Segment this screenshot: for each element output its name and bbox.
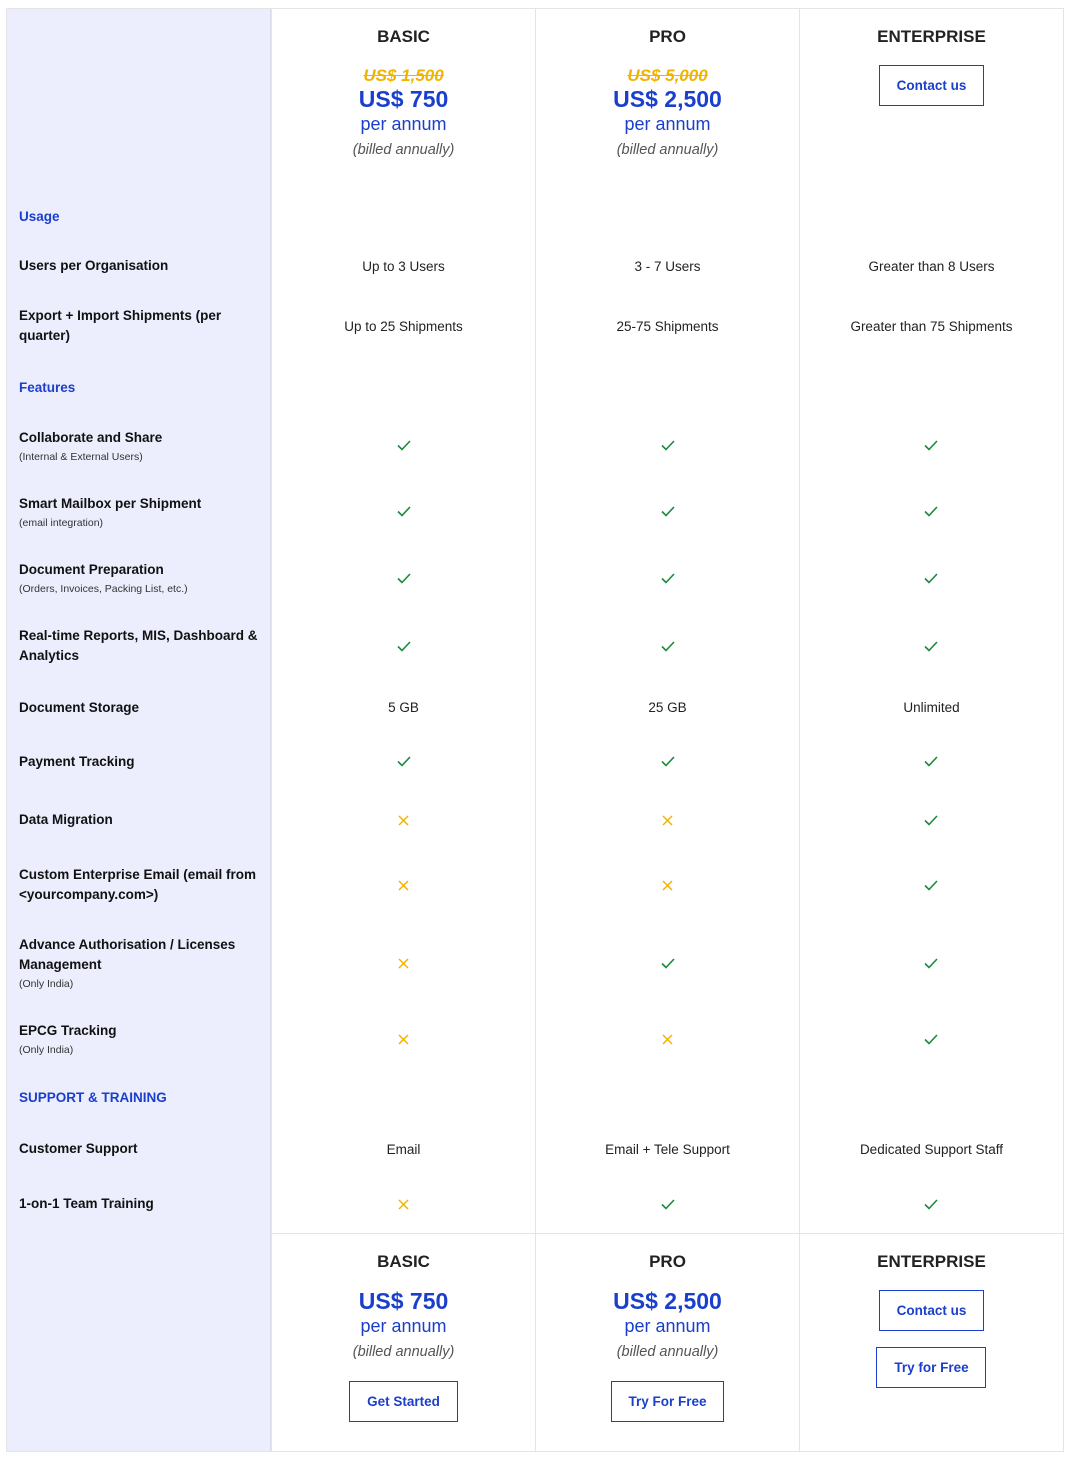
pricing-header-row <box>7 9 1063 191</box>
plan-cell <box>535 191 799 241</box>
row-label-cell <box>7 611 271 681</box>
check-icon <box>397 756 411 767</box>
plan-cell <box>799 413 1063 478</box>
price-period: per annum <box>360 114 447 134</box>
plan-cell <box>271 919 535 1007</box>
cell-value: 5 GB <box>388 700 419 715</box>
check-icon <box>924 1199 938 1210</box>
feature-row <box>7 611 1063 681</box>
row-label-cell <box>7 361 271 413</box>
plan-cell <box>535 478 799 545</box>
plan-name: BASIC <box>377 27 430 46</box>
feature-label: Customer Support <box>19 1141 138 1156</box>
check-icon <box>924 573 938 584</box>
feature-row <box>7 291 1063 361</box>
plan-cell <box>535 611 799 681</box>
plan-cell <box>535 734 799 789</box>
billing-note: (billed annually) <box>352 1344 455 1360</box>
plan-cell <box>271 789 535 851</box>
cell-value: 25 GB <box>648 700 687 715</box>
plan-cell <box>799 1007 1063 1071</box>
plan-name: ENTERPRISE <box>877 27 986 46</box>
row-label-cell <box>7 851 271 919</box>
check-icon <box>924 641 938 652</box>
cell-value: Up to 3 Users <box>362 258 445 274</box>
cell-value: Unlimited <box>903 700 960 715</box>
row-label-cell <box>7 545 271 611</box>
plan-cell <box>271 478 535 545</box>
plan-cell <box>271 545 535 611</box>
section-heading: SUPPORT & TRAINING <box>19 1089 167 1105</box>
row-label-cell <box>7 413 271 478</box>
plan-cell <box>799 241 1063 291</box>
feature-row <box>7 851 1063 919</box>
plan-cell <box>799 919 1063 1007</box>
billing-note: (billed annually) <box>352 142 455 158</box>
plan-name: ENTERPRISE <box>877 1252 986 1271</box>
plan-cell <box>535 789 799 851</box>
cell-value: Dedicated Support Staff <box>859 1141 1004 1157</box>
plan-cell <box>535 919 799 1007</box>
original-price: US$ 5,000 <box>627 66 708 85</box>
row-label-cell <box>7 919 271 1007</box>
plan-cell <box>535 681 799 734</box>
plan-name: PRO <box>649 27 686 46</box>
plan-cell <box>799 1175 1063 1233</box>
plan-cell <box>271 413 535 478</box>
plan-cell <box>271 291 535 361</box>
plan-cell <box>535 1007 799 1071</box>
cross-icon <box>398 1034 409 1045</box>
cell-value: Greater than 8 Users <box>868 258 995 274</box>
feature-label: Data Migration <box>19 812 113 827</box>
feature-label: Custom Enterprise Email (email from <yourcompany.com>) <box>19 867 257 902</box>
check-icon <box>661 440 675 451</box>
billing-note: (billed annually) <box>616 1344 719 1360</box>
row-label-cell <box>7 241 271 291</box>
feature-label: 1-on-1 Team Training <box>19 1196 154 1211</box>
feature-row <box>7 1175 1063 1233</box>
feature-sublabel: (email integration) <box>19 516 104 529</box>
row-label-cell <box>7 191 271 241</box>
section-row <box>7 191 1063 241</box>
check-icon <box>661 958 675 969</box>
row-label-cell <box>7 734 271 789</box>
row-label-cell <box>7 478 271 545</box>
cell-value: 3 - 7 Users <box>634 258 701 274</box>
contact-us-button[interactable]: Contact us <box>879 1290 984 1331</box>
feature-row <box>7 681 1063 734</box>
check-icon <box>924 880 938 891</box>
plan-cell <box>271 1071 535 1123</box>
cross-icon <box>398 1199 409 1210</box>
check-icon <box>397 641 411 652</box>
price-period: per annum <box>624 1316 711 1336</box>
plan-cell <box>271 191 535 241</box>
plan-pro-header <box>535 9 799 191</box>
plan-cell <box>799 478 1063 545</box>
row-label-cell <box>7 1123 271 1175</box>
check-icon <box>661 756 675 767</box>
plan-enterprise-header <box>799 9 1063 191</box>
plan-cell <box>271 681 535 734</box>
cell-value: Email <box>386 1141 421 1157</box>
check-icon <box>924 1034 938 1045</box>
plan-cell <box>535 1071 799 1123</box>
plan-cell <box>799 1071 1063 1123</box>
section-heading: Features <box>19 379 76 395</box>
cross-icon <box>662 815 673 826</box>
feature-sublabel: (Orders, Invoices, Packing List, etc.) <box>19 583 188 595</box>
feature-label: Payment Tracking <box>19 753 135 769</box>
section-row <box>7 361 1063 413</box>
contact-us-button[interactable]: Contact us <box>879 65 984 106</box>
check-icon <box>397 440 411 451</box>
plan-cell <box>535 361 799 413</box>
cross-icon <box>398 815 409 826</box>
check-icon <box>924 506 938 517</box>
check-icon <box>661 1199 675 1210</box>
feature-label: Export + Import Shipments (per quarter) <box>19 308 222 343</box>
plan-cell <box>271 1123 535 1175</box>
feature-row <box>7 413 1063 478</box>
check-icon <box>924 958 938 969</box>
check-icon <box>924 756 938 767</box>
feature-row <box>7 478 1063 545</box>
plan-basic-footer <box>271 1233 535 1451</box>
pricing-table <box>6 8 1064 1452</box>
feature-label: Smart Mailbox per Shipment <box>19 495 202 511</box>
plan-name: PRO <box>649 1252 686 1271</box>
plan-cell <box>271 734 535 789</box>
feature-label: Advance Authorisation / Licenses Management <box>19 937 236 972</box>
section-row <box>7 1071 1063 1123</box>
row-label-cell <box>7 789 271 851</box>
price: US$ 750 <box>358 86 449 112</box>
footer-label-cell <box>7 1233 271 1451</box>
feature-row <box>7 734 1063 789</box>
check-icon <box>924 815 938 826</box>
cross-icon <box>398 958 409 969</box>
plan-cell <box>799 545 1063 611</box>
plan-cell <box>799 291 1063 361</box>
plan-cell <box>535 1123 799 1175</box>
section-heading: Usage <box>19 208 60 224</box>
plan-cell <box>271 241 535 291</box>
row-label-cell <box>7 1175 271 1233</box>
price: US$ 2,500 <box>613 1288 722 1314</box>
price-period: per annum <box>624 114 711 134</box>
cell-value: 25-75 Shipments <box>616 318 719 334</box>
plan-cell <box>535 545 799 611</box>
feature-label: Document Storage <box>19 699 140 715</box>
cross-icon <box>398 880 409 891</box>
header-label-cell <box>7 9 271 191</box>
row-label-cell <box>7 681 271 734</box>
billing-note: (billed annually) <box>616 142 719 158</box>
plan-cell <box>271 851 535 919</box>
plan-cell <box>535 1175 799 1233</box>
check-icon <box>661 641 675 652</box>
plan-cell <box>535 291 799 361</box>
feature-label: Users per Organisation <box>19 258 169 273</box>
row-label-cell <box>7 1071 271 1123</box>
feature-label: Document Preparation <box>19 562 164 577</box>
pricing-footer-row <box>7 1233 1063 1451</box>
feature-row <box>7 241 1063 291</box>
plan-pro-footer <box>535 1233 799 1451</box>
feature-row <box>7 789 1063 851</box>
check-icon <box>924 440 938 451</box>
feature-row <box>7 919 1063 1007</box>
check-icon <box>397 506 411 517</box>
plan-cell <box>271 1175 535 1233</box>
row-label-cell <box>7 1007 271 1071</box>
try-for-free-button[interactable]: Try for Free <box>876 1347 986 1388</box>
cell-value: Email + Tele Support <box>605 1141 730 1157</box>
plan-cell <box>799 789 1063 851</box>
row-label-cell <box>7 291 271 361</box>
plan-name: BASIC <box>377 1252 430 1271</box>
feature-row <box>7 1007 1063 1071</box>
feature-sublabel: (Only India) <box>19 1044 74 1056</box>
feature-sublabel: (Internal & External Users) <box>19 450 143 463</box>
plan-cell <box>535 241 799 291</box>
original-price: US$ 1,500 <box>363 66 444 85</box>
plan-cell <box>535 851 799 919</box>
price-period: per annum <box>360 1316 447 1336</box>
plan-cell <box>799 851 1063 919</box>
check-icon <box>661 573 675 584</box>
feature-row <box>7 545 1063 611</box>
feature-sublabel: (Only India) <box>19 978 74 990</box>
plan-cell <box>535 413 799 478</box>
plan-cell <box>799 681 1063 734</box>
get-started-button[interactable]: Get Started <box>349 1381 458 1422</box>
feature-label: Collaborate and Share <box>19 429 163 445</box>
plan-cell <box>271 361 535 413</box>
plan-basic-header <box>271 9 535 191</box>
feature-row <box>7 1123 1063 1175</box>
plan-cell <box>799 611 1063 681</box>
feature-label: EPCG Tracking <box>19 1023 117 1038</box>
check-icon <box>397 573 411 584</box>
price: US$ 2,500 <box>613 86 722 112</box>
cross-icon <box>662 1034 673 1045</box>
cell-value: Up to 25 Shipments <box>344 318 463 334</box>
plan-cell <box>271 611 535 681</box>
plan-enterprise-footer <box>799 1233 1063 1451</box>
feature-label: Real-time Reports, MIS, Dashboard & Analytics <box>19 628 258 663</box>
price: US$ 750 <box>358 1288 449 1314</box>
try-for-free-button[interactable]: Try For Free <box>611 1381 724 1422</box>
plan-cell <box>799 361 1063 413</box>
plan-cell <box>271 1007 535 1071</box>
cell-value: Greater than 75 Shipments <box>850 318 1013 334</box>
cross-icon <box>662 880 673 891</box>
plan-cell <box>799 191 1063 241</box>
check-icon <box>661 506 675 517</box>
plan-cell <box>799 1123 1063 1175</box>
plan-cell <box>799 734 1063 789</box>
